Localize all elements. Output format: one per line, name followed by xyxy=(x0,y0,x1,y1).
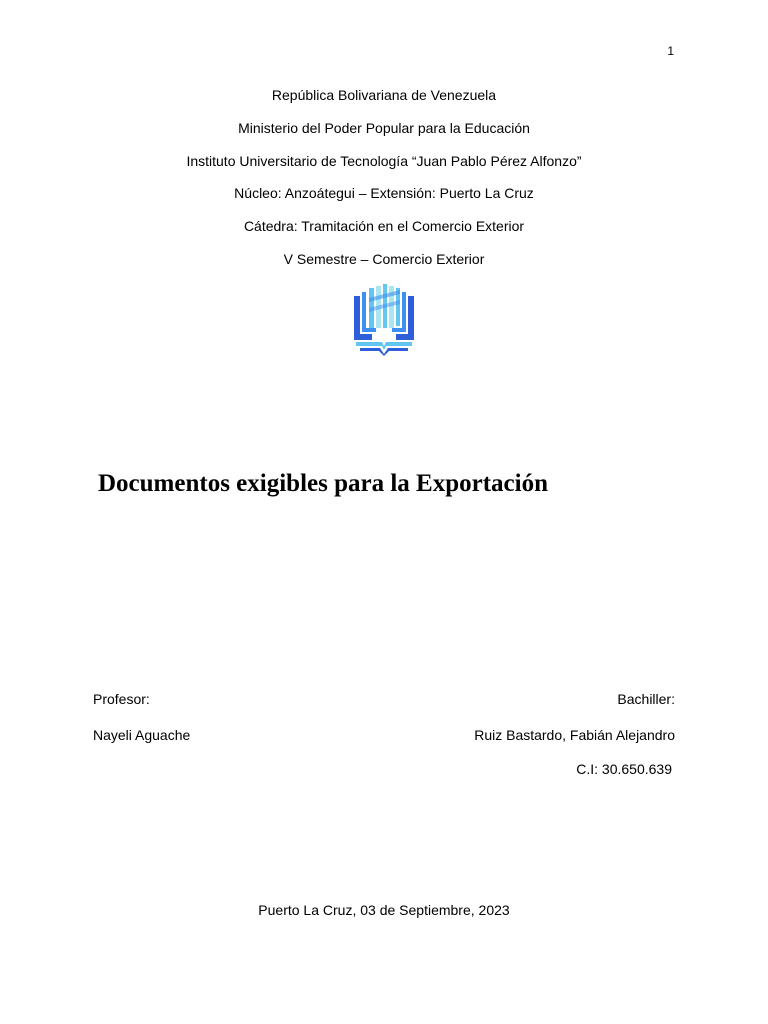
header-line-institute: Instituto Universitario de Tecnología “Juan Pablo Pérez Alfonzo” xyxy=(186,153,582,169)
professor-name: Nayeli Aguache xyxy=(93,727,191,743)
page-number: 1 xyxy=(667,44,674,58)
header-line-republic: República Bolivariana de Venezuela xyxy=(271,87,497,103)
professor-label: Profesor: xyxy=(93,691,150,707)
student-label: Bachiller: xyxy=(617,691,675,707)
student-name: Ruiz Bastardo, Fabián Alejandro xyxy=(474,727,675,743)
student-id: C.I: 30.650.639 xyxy=(576,761,672,777)
footer-place-date: Puerto La Cruz, 03 de Septiembre, 2023 xyxy=(258,902,510,918)
institute-logo-icon xyxy=(350,284,418,356)
document-title: Documentos exigibles para la Exportación xyxy=(98,470,548,497)
header-line-semester: V Semestre – Comercio Exterior xyxy=(283,251,485,267)
header-line-ministry: Ministerio del Poder Popular para la Educación xyxy=(238,120,530,136)
header-line-course: Cátedra: Tramitación en el Comercio Exterior xyxy=(243,218,525,234)
header-line-campus: Núcleo: Anzoátegui – Extensión: Puerto La Cruz xyxy=(234,185,534,201)
